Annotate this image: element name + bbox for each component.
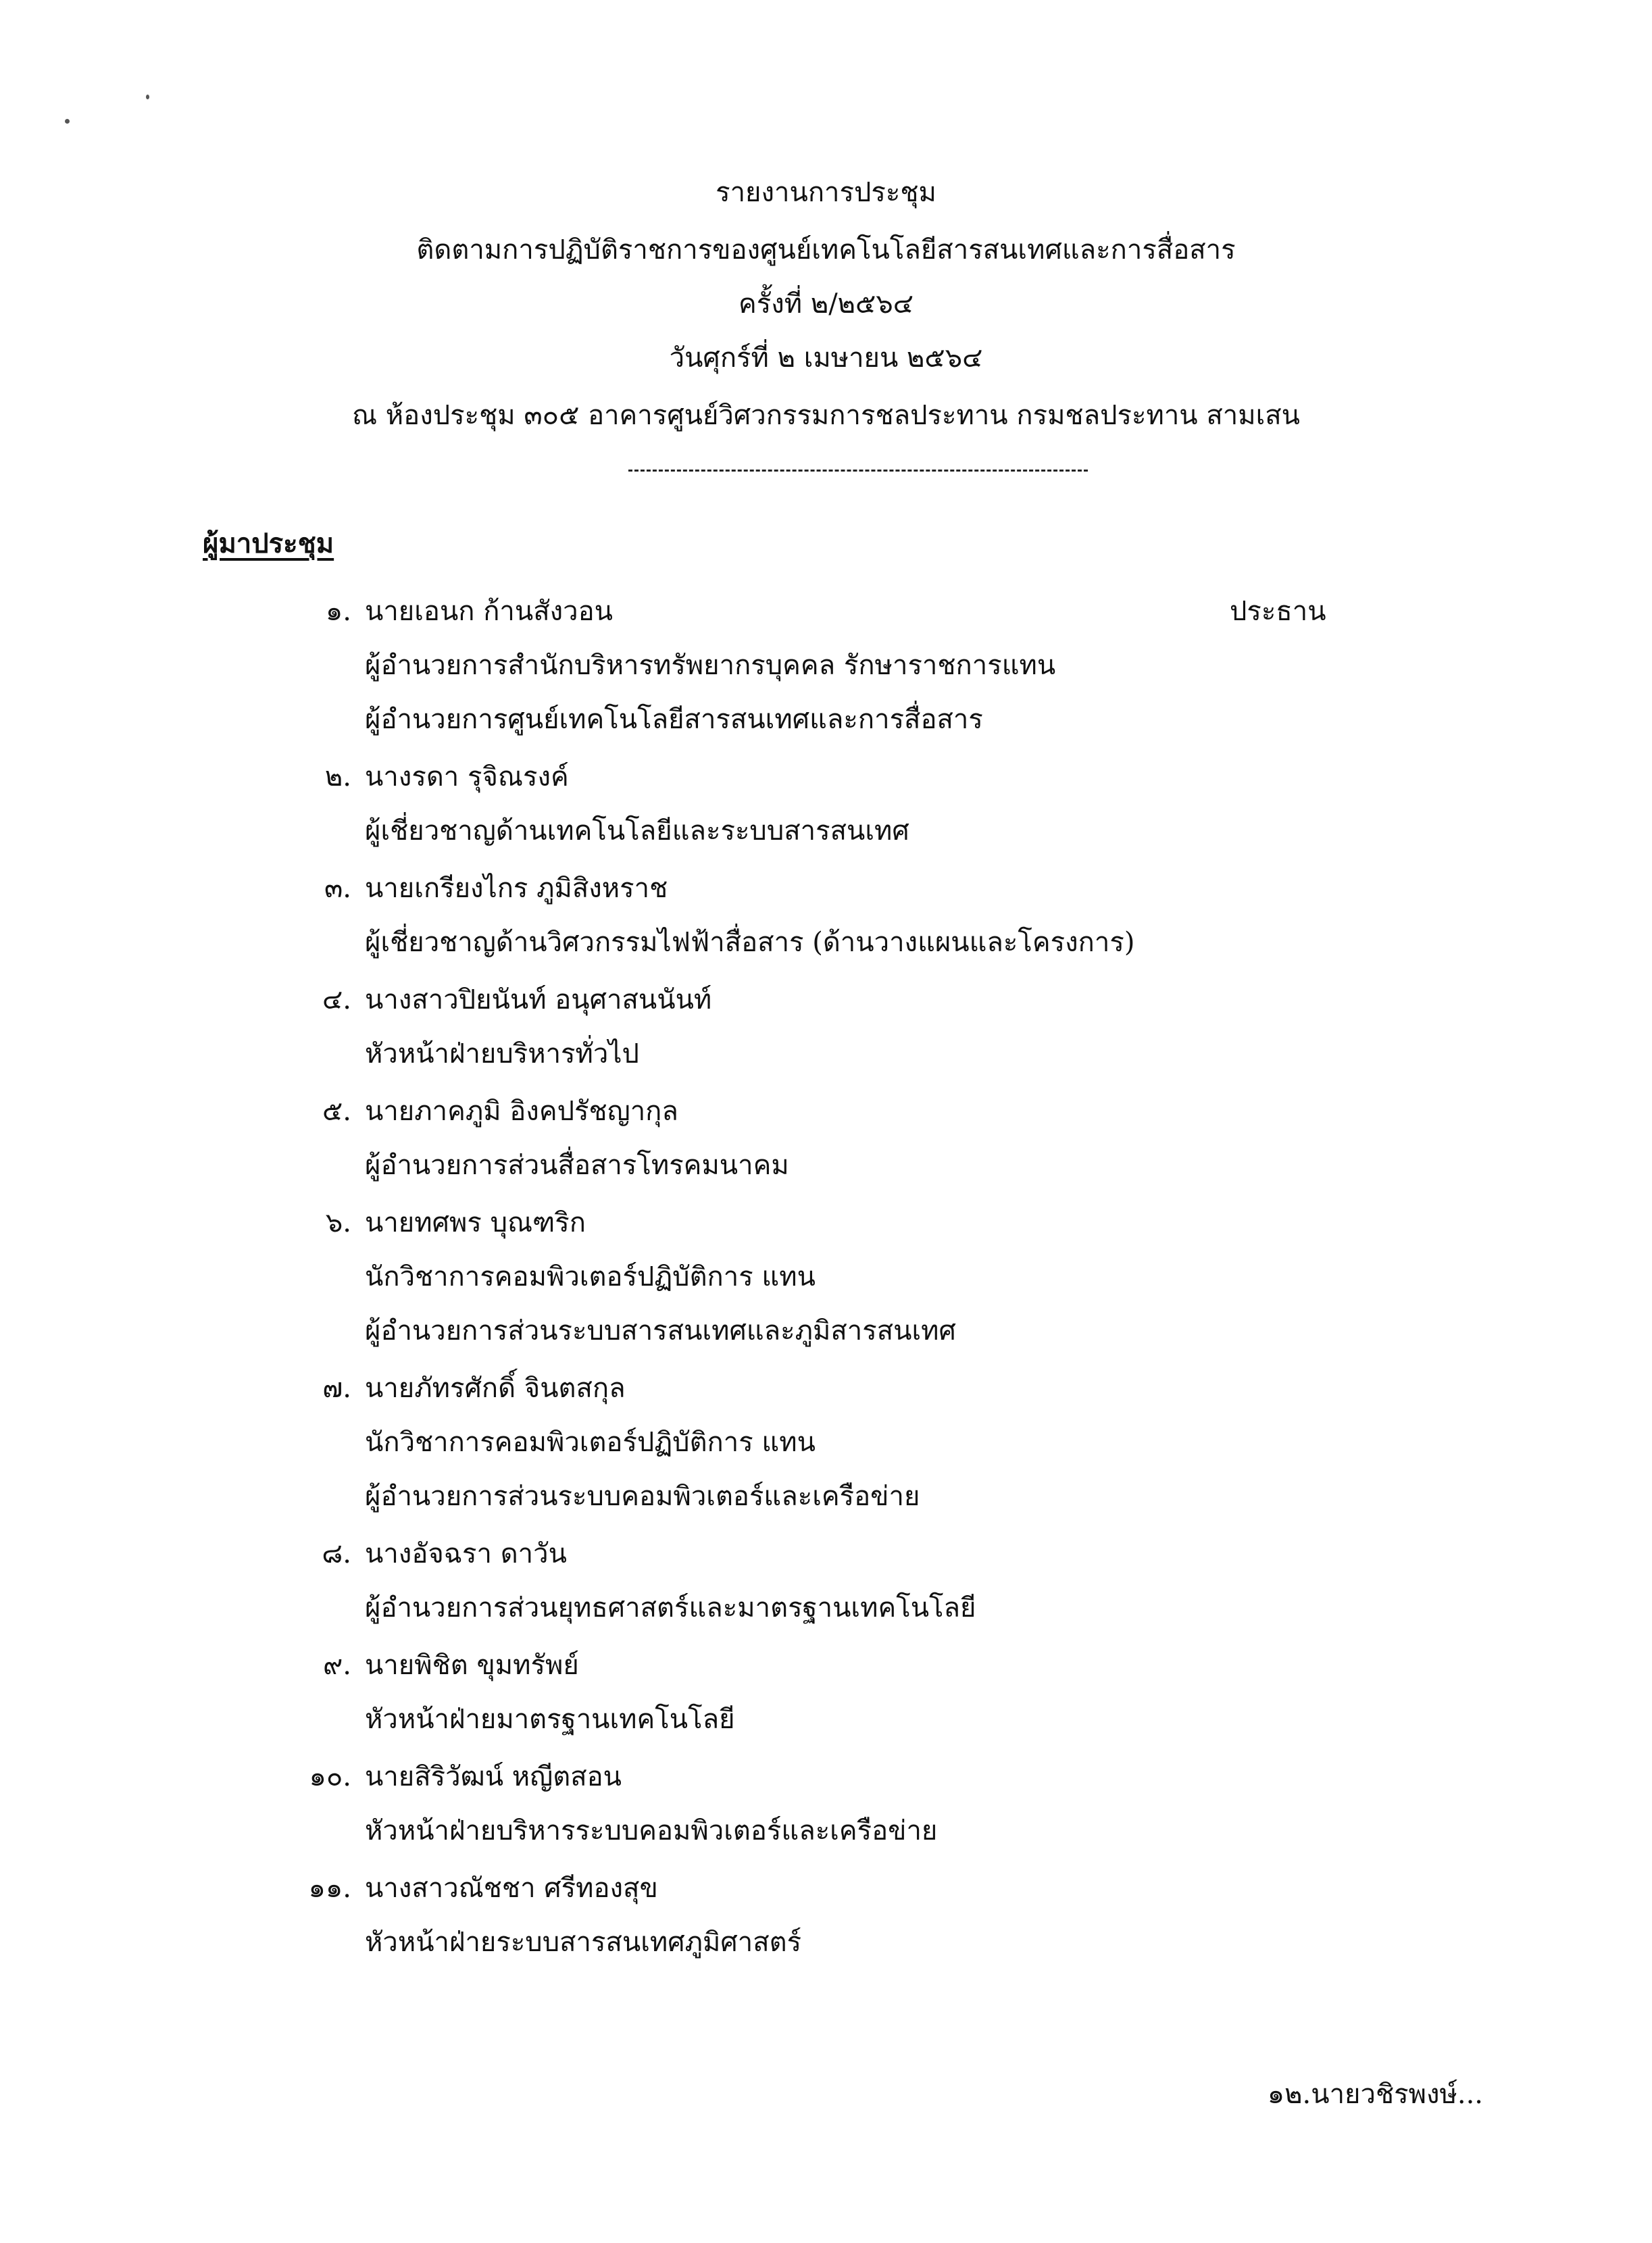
attendee-name: นายภัทรศักดิ์ จินตสกุล: [365, 1373, 626, 1404]
attendee-name: นายพิชิต ขุมทรัพย์: [365, 1650, 579, 1681]
attendee-number: ๑๑.: [308, 1873, 351, 1904]
attendee-number: ๘.: [322, 1538, 351, 1569]
attendee-role: ผู้อำนวยการสำนักบริหารทรัพยากรบุคคล รักษาราชการแทน: [365, 650, 1056, 681]
meeting-date: วันศุกร์ที่ ๒ เมษายน ๒๕๖๔: [669, 343, 983, 374]
attendee-name: นายภาคภูมิ อิงคปรัชญากุล: [365, 1096, 678, 1127]
attendee-role: ผู้อำนวยการส่วนสื่อสารโทรคมนาคม: [365, 1150, 789, 1181]
attendee-name: นางสาวณัชชา ศรีทองสุข: [365, 1873, 658, 1904]
attendee-number: ๙.: [322, 1650, 351, 1681]
next-page-continuation: ๑๒.นายวชิรพงษ์...: [1267, 2079, 1483, 2110]
report-title: รายงานการประชุม: [716, 177, 936, 208]
attendee-number: ๕.: [322, 1096, 351, 1127]
attendee-number: ๑๐.: [309, 1761, 351, 1792]
attendee-name: นายทศพร บุณฑริก: [365, 1207, 586, 1238]
attendee-number: ๗.: [322, 1373, 351, 1404]
attendee-role: ผู้อำนวยการส่วนยุทธศาสตร์และมาตรฐานเทคโนโลยี: [365, 1592, 976, 1623]
attendee-name: นางรดา รุจิณรงค์: [365, 761, 569, 792]
header-divider: [628, 470, 1088, 472]
attendee-name: นายเกรียงไกร ภูมิสิงหราช: [365, 873, 668, 904]
attendee-name: นางอัจฉรา ดาวัน: [365, 1538, 567, 1569]
attendee-role: หัวหน้าฝ่ายระบบสารสนเทศภูมิศาสตร์: [365, 1927, 802, 1958]
attendees-heading: ผู้มาประชุม: [203, 528, 334, 559]
attendee-role: ผู้เชี่ยวชาญด้านเทคโนโลยีและระบบสารสนเทศ: [365, 815, 909, 847]
attendee-name: นายเอนก ก้านสังวอน: [365, 596, 614, 627]
attendee-role: ผู้อำนวยการส่วนระบบสารสนเทศและภูมิสารสนเทศ: [365, 1315, 956, 1346]
attendee-role: นักวิชาการคอมพิวเตอร์ปฏิบัติการ แทน: [365, 1427, 816, 1458]
attendee-role: ผู้อำนวยการศูนย์เทคโนโลยีสารสนเทศและการสื่อสาร: [365, 704, 983, 735]
attendee-number: ๔.: [322, 984, 351, 1015]
chair-label: ประธาน: [1230, 596, 1326, 627]
scan-speck: [65, 119, 70, 124]
attendee-name: นายสิริวัฒน์ หญีตสอน: [365, 1761, 622, 1792]
attendee-role: หัวหน้าฝ่ายมาตรฐานเทคโนโลยี: [365, 1704, 735, 1735]
meeting-number: ครั้งที่ ๒/๒๕๖๔: [738, 288, 913, 320]
attendee-role: นักวิชาการคอมพิวเตอร์ปฏิบัติการ แทน: [365, 1261, 816, 1292]
attendee-number: ๖.: [325, 1207, 351, 1238]
attendee-name: นางสาวปิยนันท์ อนุศาสนนันท์: [365, 984, 712, 1015]
report-subject: ติดตามการปฏิบัติราชการของศูนย์เทคโนโลยีสารสนเทศและการสื่อสาร: [416, 234, 1236, 266]
attendee-role: ผู้อำนวยการส่วนระบบคอมพิวเตอร์และเครือข่าย: [365, 1481, 920, 1512]
attendee-number: ๓.: [324, 873, 351, 904]
attendee-role: ผู้เชี่ยวชาญด้านวิศวกรรมไฟฟ้าสื่อสาร (ด้านวางแผนและโครงการ): [365, 927, 1135, 958]
attendee-role: หัวหน้าฝ่ายบริหารทั่วไป: [365, 1038, 639, 1069]
meeting-location: ณ ห้องประชุม ๓๐๕ อาคารศูนย์วิศวกรรมการชลประทาน กรมชลประทาน สามเสน: [351, 400, 1301, 431]
attendee-role: หัวหน้าฝ่ายบริหารระบบคอมพิวเตอร์และเครือข่าย: [365, 1815, 938, 1846]
attendee-number: ๑.: [325, 596, 351, 627]
attendee-number: ๒.: [324, 761, 351, 792]
scan-speck: [146, 95, 149, 99]
